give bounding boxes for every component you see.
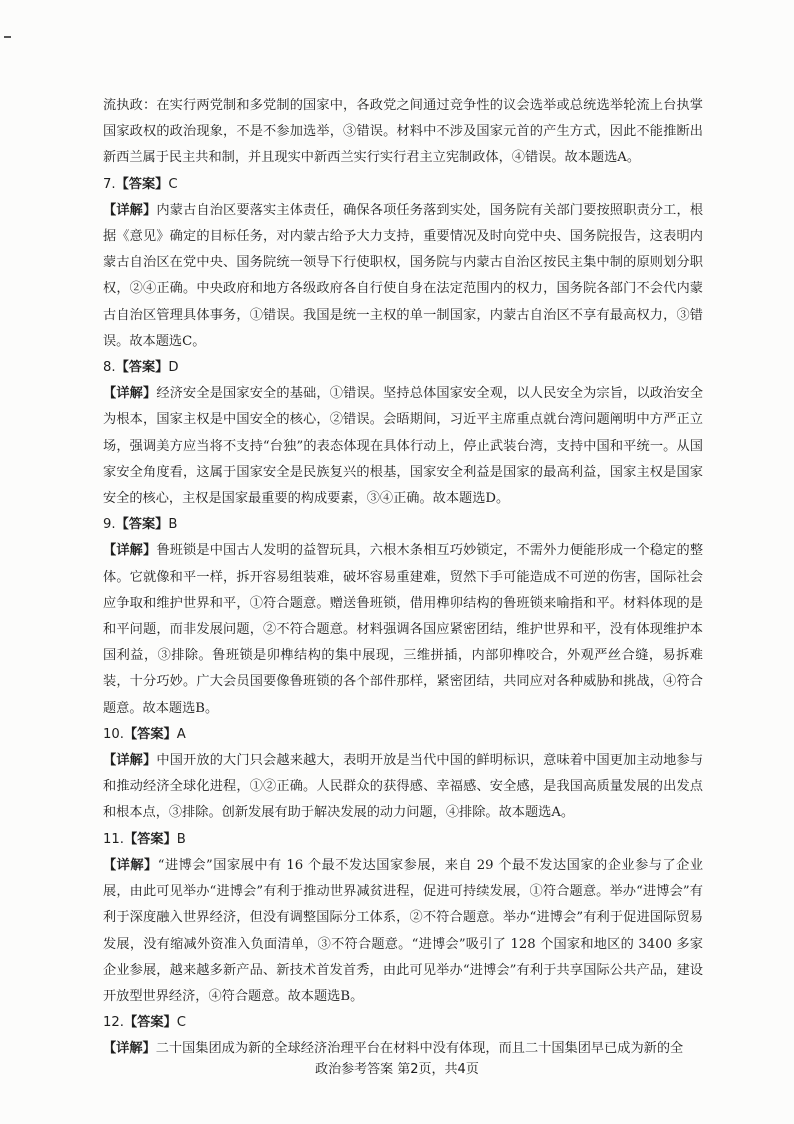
paragraph-continuation: 流执政：在实行两党制和多党制的国家中，各政党之间通过竞争性的议会选举或总统选举轮流上台执掌国家政权的政治现象，不是不参加选举，③错误。材料中不涉及国家元首的产生方式，因此不能推断出新西兰属于民主共和制，并且现实中新西兰实行实行君主立宪制政体，④错误。故本题选A。 [103,98,703,166]
answer-9: 9.【答案】B [103,517,178,533]
scan-edge-mark [4,36,11,38]
answer-10: 10.【答案】A [103,726,186,742]
detail-9: 【详解】鲁班锁是中国古人发明的益智玩具，六根木条相互巧妙锁定，不需外力便能形成一个稳定的整体。它就像和平一样，拆开容易组装难，破坏容易重建难，贸然下手可能造成不可逆的伤害，国际社会应争取和维护世界和平，①符合题意。赠送鲁班锁，借用榫卯结构的鲁班锁来喻指和平。材料体现的是和平问题，而非发展问题，②不符合题意。材料强调各国应紧密团结，维护世界和平，没有体现维护本国利益，③排除。鲁班锁是卯榫结构的集中展现，三维拼插，内部卯榫咬合，外观严丝合缝，易拆难装，十分巧妙。广大会员国要像鲁班锁的各个部件那样，紧密团结，共同应对各种威胁和挑战，④符合题意。故本题选B。 [103,543,704,716]
answer-7: 7.【答案】C [103,176,178,192]
detail-10: 【详解】中国开放的大门只会越来越大，表明开放是当代中国的鲜明标识，意味着中国更加主动地参与和推动经济全球化进程，①②正确。人民群众的获得感、幸福感、安全感，是我国高质量发展的出发点和根本点，③排除。创新发展有助于解决发展的动力问题，④排除。故本题选A。 [103,753,704,821]
answer-8: 8.【答案】D [103,360,179,376]
page-footer: 政治参考答案 第2页，共4页 [315,1062,479,1077]
answer-11: 11.【答案】B [103,831,186,847]
detail-12: 【详解】二十国集团成为新的全球经济治理平台在材料中没有体现，而且二十国集团早已成为新的全 [103,1041,684,1057]
detail-8: 【详解】经济安全是国家安全的基础，①错误。坚持总体国家安全观，以人民安全为宗旨，以政治安全为根本，国家主权是中国安全的核心，②错误。会晤期间，习近平主席重点就台湾问题阐明中方严正立场，强调美方应当将不支持“台独”的表态体现在具体行动上，停止武装台湾，支持中国和平统一。从国家安全角度看，这属于国家安全是民族复兴的根基，国家安全利益是国家的最高利益，国家主权是国家安全的核心，主权是国家最重要的构成要素，③④正确。故本题选D。 [103,386,704,507]
detail-7: 【详解】内蒙古自治区要落实主体责任，确保各项任务落到实处，国务院有关部门要按照职责分工，根据《意见》确定的目标任务，对内蒙古给予大力支持，重要情况及时向党中央、国务院报告，这表明内蒙古自治区在党中央、国务院统一领导下行使职权，国务院与内蒙古自治区按民主集中制的原则划分职权，②④正确。中央政府和地方各级政府各自行使自身在法定范围内的权力，国务院各部门不会代内蒙古自治区管理具体事务，①错误。我国是统一主权的单一制国家，内蒙古自治区不享有最高权力，③错误。故本题选C。 [103,202,704,349]
answer-content [103,93,703,1063]
detail-11: 【详解】“进博会”国家展中有 16 个最不发达国家参展，来自 29 个最不发达国家的企业参与了企业展，由此可见举办“进博会”有利于推动世界减贫进程，促进可持续发展，①符合题意。举办“进博会”有利于深度融入世界经济，但没有调整国际分工体系，②不符合题意。举办“进博会”有利于促进国际贸易发展，没有缩减外资准入负面清单，③不符合题意。“进博会”吸引了 128 个国家和地区的 3400 多家企业参展，越来越多新产品、新技术首发首秀，由此可见举办“进博会”有利于共享国际公共产品，建设开放型世界经济，④符合题意。故本题选B。 [103,857,704,1004]
answer-12: 12.【答案】C [103,1015,186,1031]
